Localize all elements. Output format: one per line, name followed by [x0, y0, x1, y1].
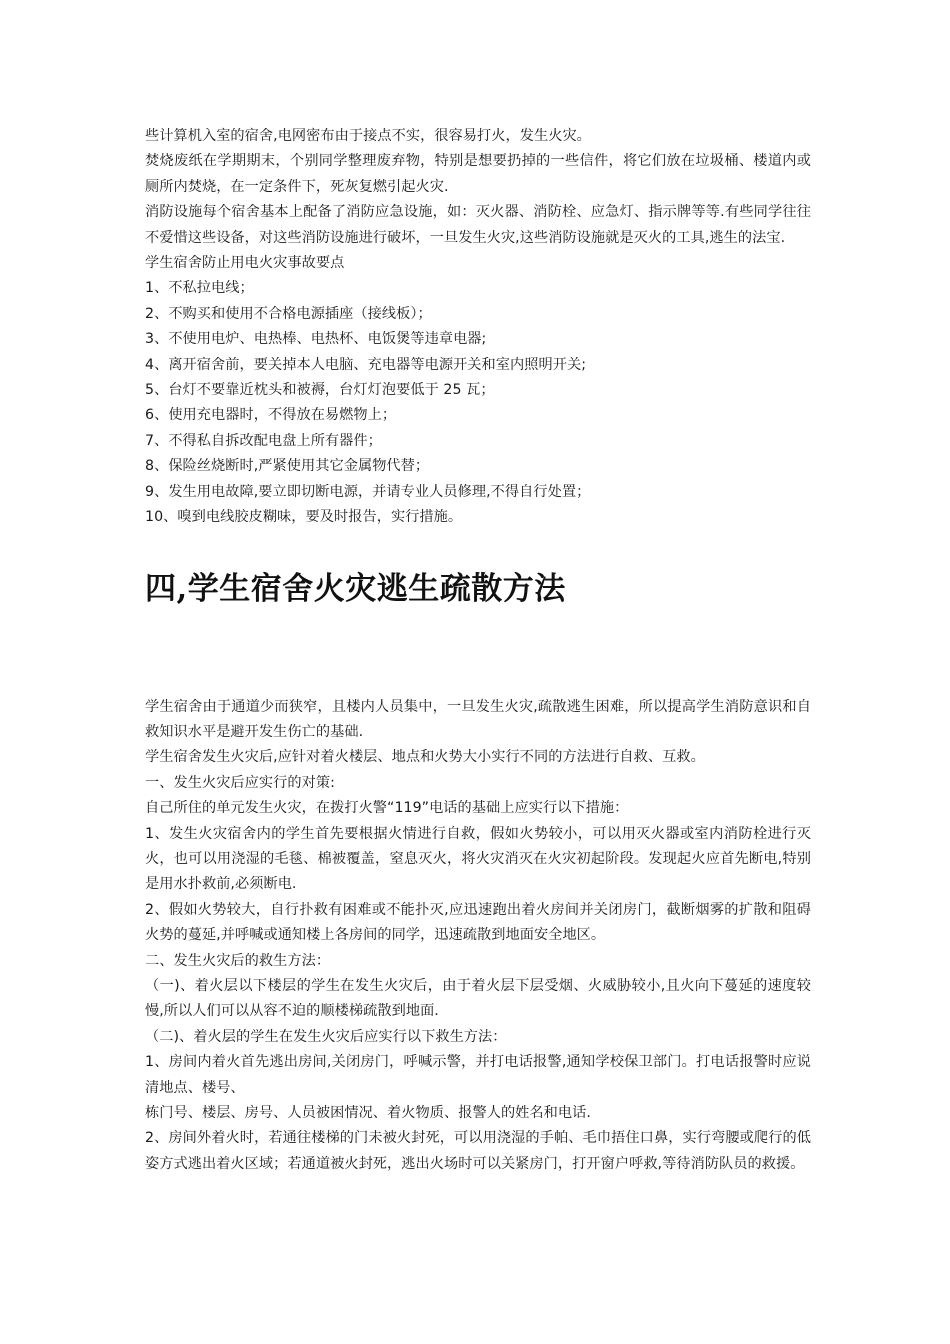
paragraph: 2、假如火势较大，自行扑救有困难或不能扑灭,应迅速跑出着火房间并关闭房门，截断烟雾的扩散和阻碍火势的蔓延,并呼喊或通知楼上各房间的同学，迅速疏散到地面安全地区。: [145, 901, 811, 944]
spacer: [145, 609, 811, 695]
paragraph: 学生宿舍发生火灾后,应针对着火楼层、地点和火势大小实行不同的方法进行自救、互救。: [145, 749, 705, 766]
paragraph: 消防设施每个宿舍基本上配备了消防应急设施，如：灭火器、消防栓、应急灯、指示牌等等.有些同学往往不爱惜这些设备，对这些消防设施进行破坏，一旦发生火灾,这些消防设施就是灭火的工具,逃生的法宝.: [145, 204, 811, 246]
paragraph: 二、发生火灾后的救生方法：: [145, 952, 331, 969]
paragraph: 1、房间内着火首先逃出房间,关闭房门，呼喊示警，并打电话报警,通知学校保卫部门。打电话报警时应说清地点、楼号、: [145, 1054, 811, 1096]
list-item: 10、嗅到电线胶皮糊味，要及时报告，实行措施。: [145, 509, 463, 526]
paragraph: 1、发生火灾宿舍内的学生首先要根据火情进行自救，假如火势较小，可以用灭火器或室内消防栓进行灭火，也可以用浇湿的毛毯、棉被覆盖，窒息灭火，将火灾消灭在火灾初起阶段。发现起火应首先断电,特别是用水扑救前,必须断电.: [145, 825, 811, 893]
paragraph: 学生宿舍由于通道少而狭窄，且楼内人员集中，一旦发生火灾,疏散逃生困难，所以提高学生消防意识和自救知识水平是避开发生伤亡的基础.: [145, 698, 811, 740]
list-item: 7、不得私自拆改配电盘上所有器件；: [145, 432, 382, 449]
list-item: 5、台灯不要靠近枕头和被褥，台灯灯泡要低于 25 瓦；: [145, 382, 495, 399]
paragraph: 2、房间外着火时，若通往楼梯的门未被火封死，可以用浇湿的手帕、毛巾捂住口鼻，实行弯腰或爬行的低姿方式逃出着火区域；若通道被火封死，逃出火场时可以关紧房门，打开窗户呼救,等待消防队员的救援。: [145, 1130, 811, 1172]
list-item: 1、不私拉电线；: [145, 280, 254, 297]
list-item: 3、不使用电炉、电热棒、电热杯、电饭煲等违章电器;: [145, 331, 487, 348]
paragraph: 栋门号、楼层、房号、人员被困情况、着火物质、报警人的姓名和电话.: [145, 1105, 591, 1121]
subheading-electric-fire: 学生宿舍防止用电火灾事故要点: [145, 255, 345, 272]
paragraph: 焚烧废纸在学期期末，个别同学整理废弃物，特别是想要扔掉的一些信件，将它们放在垃圾桶、楼道内或厕所内焚烧，在一定条件下，死灰复燃引起火灾.: [145, 153, 811, 195]
paragraph: 自己所住的单元发生火灾，在拨打火警“119”电话的基础上应实行以下措施：: [145, 800, 629, 817]
document-content: [145, 124, 811, 1177]
list-item: 9、发生用电故障,要立即切断电源，并请专业人员修理,不得自行处置；: [145, 483, 591, 500]
paragraph: （一)、着火层以下楼层的学生在发生火灾后，由于着火层下层受烟、火威胁较小,且火向下蔓延的速度较慢,所以人们可以从容不迫的顺楼梯疏散到地面.: [145, 977, 811, 1020]
list-item: 6、使用充电器时，不得放在易燃物上；: [145, 407, 397, 424]
list-item: 4、离开宿舍前，要关掉本人电脑、充电器等电源开关和室内照明开关;: [145, 356, 587, 373]
paragraph: 一、发生火灾后应实行的对策:: [145, 774, 335, 791]
list-item: 2、不购买和使用不合格电源插座（接线板）；: [145, 305, 432, 322]
section-heading: 四,学生宿舍火灾逃生疏散方法: [145, 570, 566, 607]
paragraph: 些计算机入室的宿舍,电网密布由于接点不实，很容易打火，发生火灾。: [145, 128, 591, 144]
list-item: 8、保险丝烧断时,严紧使用其它金属物代替；: [145, 458, 430, 475]
paragraph: （二)、着火层的学生在发生火灾后应实行以下救生方法：: [145, 1028, 507, 1045]
